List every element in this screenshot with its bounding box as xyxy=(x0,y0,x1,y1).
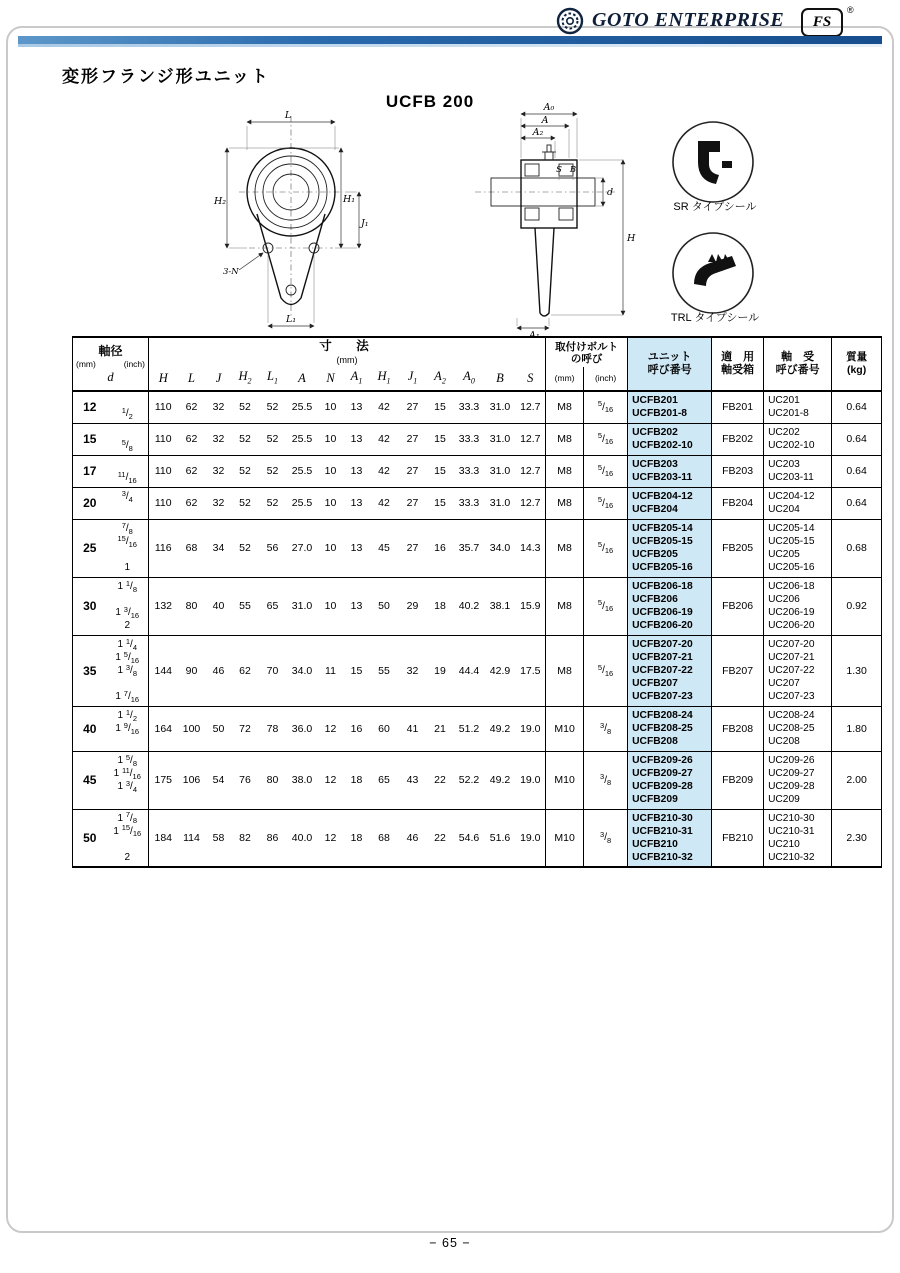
cell-housing-number: FB205 xyxy=(712,519,764,577)
dim-label-H: H xyxy=(627,233,636,244)
cell-dim-N: 10 xyxy=(324,433,337,445)
cell-dim-A1: 13 xyxy=(350,600,363,612)
cell-dim-H: 110 xyxy=(149,487,178,519)
cell-dim-A0: 52.2 xyxy=(458,774,480,786)
cell-shaft-mm: 15 xyxy=(83,432,97,446)
cell-dim-H1: 55 xyxy=(378,664,390,677)
cell-dim-H2: 55 xyxy=(239,600,251,612)
cell-dim-A2: 21 xyxy=(434,722,446,735)
cell-mass: 0.68 xyxy=(832,519,882,577)
cell-dim-B: 42.9 xyxy=(489,664,511,677)
cell-shaft-mm: 12 xyxy=(83,400,97,415)
cell-bolt-inch: $^3/_8$ xyxy=(584,751,628,809)
cell-bolt-mm: M8 xyxy=(546,635,584,706)
cell-dim-A: 34.0 xyxy=(291,664,313,677)
cell-dim-A2: 22 xyxy=(434,774,446,786)
registered-mark: ® xyxy=(847,5,854,15)
dim-col-header-A0: $A_0$ xyxy=(463,368,475,386)
cell-shaft-inch: $^1/_2$ xyxy=(121,405,133,421)
cell-dim-L: 80 xyxy=(185,600,198,612)
cell-dim-H2: 52 xyxy=(239,497,251,509)
cell-mass: 1.80 xyxy=(832,706,882,751)
cell-dim-A0: 51.2 xyxy=(458,722,480,735)
cell-housing-number: FB209 xyxy=(712,751,764,809)
cell-dim-A: 27.0 xyxy=(291,542,313,554)
cell-dim-N: 10 xyxy=(324,542,337,554)
cell-mass: 0.64 xyxy=(832,391,882,423)
cell-bearing-numbers: UC210-30 UC210-31 UC210 UC210-32 xyxy=(764,809,832,867)
cell-dim-S: 12.7 xyxy=(520,497,541,509)
cell-bearing-numbers: UC209-26 UC209-27 UC209-28 UC209 xyxy=(764,751,832,809)
cell-dim-A2: 15 xyxy=(434,497,446,509)
cell-dim-A2: 15 xyxy=(434,465,446,477)
table-row-d50 xyxy=(73,809,882,867)
cell-mass: 2.30 xyxy=(832,809,882,867)
col-header-dimensions: 寸 法 xyxy=(149,337,546,354)
cell-dim-L1: 56 xyxy=(266,542,279,554)
dim-label-d: d xyxy=(607,187,614,198)
cell-dim-B: 38.1 xyxy=(489,600,511,612)
cell-dim-J1: 41 xyxy=(406,722,419,735)
header-rule xyxy=(18,36,882,44)
cell-unit-numbers: UCFB206-18 UCFB206 UCFB206-19 UCFB206-20 xyxy=(628,577,712,635)
cell-dim-L: 62 xyxy=(185,401,198,414)
cell-dim-A: 25.5 xyxy=(291,433,313,445)
table-row-d35 xyxy=(73,635,882,706)
spec-table xyxy=(72,336,882,868)
bolt-inch-label: (inch) xyxy=(584,367,628,391)
cell-dim-H1: 68 xyxy=(378,831,390,844)
cell-shaft-inch: 1 $^1/_2$ 1 $^9/_{16}$ xyxy=(115,707,140,736)
cell-dim-H2: 62 xyxy=(239,664,251,677)
dim-col-header-H1: $H_1$ xyxy=(377,368,391,386)
dim-col-header-A1: $A_1$ xyxy=(350,368,363,386)
page-title: 変形フランジ形ユニット xyxy=(62,67,270,86)
cell-dim-A1: 13 xyxy=(350,401,363,414)
cell-mass: 0.64 xyxy=(832,423,882,455)
cell-dim-J: 32 xyxy=(212,497,225,509)
trl-seal-label: TRL タイプシール xyxy=(670,312,760,324)
cell-dim-J1: 27 xyxy=(406,542,419,554)
cell-dim-A2: 18 xyxy=(434,600,446,612)
dim-label-L1: L₁ xyxy=(285,314,297,325)
table-body xyxy=(73,391,882,867)
cell-bolt-inch: $^5/_{16}$ xyxy=(584,487,628,519)
cell-unit-numbers: UCFB209-26 UCFB209-27 UCFB209-28 UCFB209 xyxy=(628,751,712,809)
brand-name: GOTO ENTERPRISE xyxy=(592,9,785,31)
dim-label-J1: J₁ xyxy=(361,218,369,229)
cell-dim-H2: 52 xyxy=(239,433,251,445)
cell-dim-N: 10 xyxy=(324,497,337,509)
cell-shaft-mm: 50 xyxy=(83,830,97,845)
cell-bolt-inch: $^5/_{16}$ xyxy=(584,391,628,423)
dim-label-B: B xyxy=(569,165,577,175)
dim-col-header-A: A xyxy=(298,371,306,385)
cell-dim-A: 40.0 xyxy=(291,831,313,844)
cell-dim-J1: 27 xyxy=(406,497,419,509)
col-header-bolt: 取付けボルト の呼び xyxy=(546,337,628,367)
cell-mass: 0.64 xyxy=(832,487,882,519)
cell-housing-number: FB206 xyxy=(712,577,764,635)
cell-dim-A: 25.5 xyxy=(291,497,313,509)
cell-dim-L1: 70 xyxy=(266,664,279,677)
cell-dim-S: 19.0 xyxy=(520,831,541,844)
cell-dim-J: 40 xyxy=(212,600,225,612)
dim-col-header-L: L xyxy=(188,371,195,385)
cell-dim-H: 164 xyxy=(149,706,178,751)
cell-dim-A1: 13 xyxy=(350,433,363,445)
cell-shaft-mm: 35 xyxy=(83,663,97,678)
cell-dim-H1: 42 xyxy=(378,401,390,414)
cell-housing-number: FB201 xyxy=(712,391,764,423)
cell-dim-S: 12.7 xyxy=(520,401,541,414)
cell-shaft-inch: $^3/_4$ xyxy=(121,488,133,504)
cell-dim-S: 19.0 xyxy=(520,722,541,735)
cell-bolt-mm: M10 xyxy=(546,706,584,751)
cell-dim-B: 31.0 xyxy=(489,433,511,445)
cell-shaft-inch: 1 $^1/_8$ 1 $^3/_{16}$ 2 xyxy=(115,578,140,631)
cell-dim-J: 46 xyxy=(212,664,225,677)
cell-housing-number: FB207 xyxy=(712,635,764,706)
cell-dim-A2: 15 xyxy=(434,401,446,414)
table-row-d15 xyxy=(73,423,882,455)
cell-dim-L1: 52 xyxy=(266,433,279,445)
dim-unit-label: (mm) xyxy=(149,354,546,367)
cell-dim-H: 116 xyxy=(149,519,178,577)
cell-dim-H1: 45 xyxy=(378,542,390,554)
dim-col-header-N: N xyxy=(326,371,335,385)
cell-shaft-inch: $^7/_8$ $^{15}/_{16}$ 1 xyxy=(117,520,137,573)
cell-dim-L: 62 xyxy=(185,465,198,477)
cell-dim-A0: 33.3 xyxy=(458,433,480,445)
cell-bolt-inch: $^5/_{16}$ xyxy=(584,455,628,487)
cell-unit-numbers: UCFB207-20 UCFB207-21 UCFB207-22 UCFB207 UCFB207-23 xyxy=(628,635,712,706)
cell-dim-A0: 35.7 xyxy=(458,542,480,554)
cell-dim-A1: 13 xyxy=(350,497,363,509)
cell-bearing-numbers: UC206-18 UC206 UC206-19 UC206-20 xyxy=(764,577,832,635)
cell-dim-A1: 15 xyxy=(350,664,363,677)
cell-dim-J1: 46 xyxy=(406,831,419,844)
cell-dim-A: 25.5 xyxy=(291,465,313,477)
cell-dim-L1: 52 xyxy=(266,497,279,509)
cell-dim-A2: 22 xyxy=(434,831,446,844)
cell-mass: 0.64 xyxy=(832,455,882,487)
cell-shaft-inch: 1 $^1/_4$ 1 $^5/_{16}$ 1 $^3/_8$ 1 $^7/_{16}$ xyxy=(115,636,140,704)
cell-housing-number: FB208 xyxy=(712,706,764,751)
cell-dim-H: 110 xyxy=(149,391,178,423)
cell-bolt-inch: $^5/_{16}$ xyxy=(584,423,628,455)
cell-housing-number: FB204 xyxy=(712,487,764,519)
cell-dim-J1: 27 xyxy=(406,465,419,477)
cell-dim-A: 25.5 xyxy=(291,401,313,414)
cell-mass: 0.92 xyxy=(832,577,882,635)
cell-dim-B: 31.0 xyxy=(489,497,511,509)
cell-dim-A: 36.0 xyxy=(291,722,313,735)
cell-bolt-mm: M8 xyxy=(546,487,584,519)
table-row-d25 xyxy=(73,519,882,577)
cell-dim-A1: 16 xyxy=(350,722,363,735)
cell-dim-N: 10 xyxy=(324,465,337,477)
cell-dim-L1: 52 xyxy=(266,465,279,477)
cell-dim-L: 114 xyxy=(183,831,200,844)
fs-logo-text: FS xyxy=(812,14,832,30)
dim-col-header-B: B xyxy=(496,371,504,385)
sr-seal-label: SR タイプシール xyxy=(673,201,757,213)
cell-dim-L: 90 xyxy=(185,664,198,677)
cell-dim-A2: 19 xyxy=(434,664,446,677)
cell-dim-H2: 72 xyxy=(239,722,251,735)
cell-dim-L: 62 xyxy=(185,433,198,445)
cell-dim-L1: 80 xyxy=(266,774,279,786)
cell-dim-J1: 29 xyxy=(406,600,419,612)
cell-dim-L: 62 xyxy=(185,497,198,509)
sr-seal-icon xyxy=(668,117,758,207)
cell-dim-S: 14.3 xyxy=(520,542,541,554)
table-row-d17 xyxy=(73,455,882,487)
cell-bolt-mm: M8 xyxy=(546,391,584,423)
cell-dim-N: 12 xyxy=(324,722,337,735)
cell-shaft-mm: 17 xyxy=(83,464,97,478)
col-header-mass: 質量 (kg) xyxy=(832,337,882,391)
cell-dim-B: 31.0 xyxy=(489,465,511,477)
col-header-unit-number: ユニット 呼び番号 xyxy=(628,337,712,391)
cell-dim-A0: 33.3 xyxy=(458,401,480,414)
cell-dim-A1: 13 xyxy=(350,542,363,554)
cell-dim-A2: 15 xyxy=(434,433,446,445)
dim-col-header-S: S xyxy=(527,371,534,385)
cell-dim-H1: 65 xyxy=(378,774,390,786)
cell-bolt-mm: M8 xyxy=(546,423,584,455)
cell-bearing-numbers: UC208-24 UC208-25 UC208 xyxy=(764,706,832,751)
dim-col-header-L1: $L_1$ xyxy=(267,368,278,386)
table-row-d12 xyxy=(73,391,882,423)
cell-dim-H: 132 xyxy=(149,577,178,635)
dim-label-H1: H₁ xyxy=(343,194,356,205)
dim-col-header-J: J xyxy=(215,371,222,385)
cell-unit-numbers: UCFB204-12 UCFB204 xyxy=(628,487,712,519)
cell-bolt-inch: $^5/_{16}$ xyxy=(584,519,628,577)
cell-dim-L1: 52 xyxy=(266,401,279,414)
cell-bearing-numbers: UC205-14 UC205-15 UC205 UC205-16 xyxy=(764,519,832,577)
cell-dim-A0: 33.3 xyxy=(458,465,480,477)
cell-dim-N: 10 xyxy=(324,600,337,612)
cell-bearing-numbers: UC201 UC201-8 xyxy=(764,391,832,423)
cell-dim-J: 32 xyxy=(212,465,225,477)
cell-unit-numbers: UCFB210-30 UCFB210-31 UCFB210 UCFB210-32 xyxy=(628,809,712,867)
cell-shaft-inch: $^{11}/_{16}$ xyxy=(117,469,137,485)
cell-dim-J1: 43 xyxy=(406,774,419,786)
cell-dim-A1: 13 xyxy=(350,465,363,477)
cell-bolt-mm: M10 xyxy=(546,751,584,809)
cell-dim-H: 175 xyxy=(149,751,178,809)
cell-dim-S: 12.7 xyxy=(520,433,541,445)
cell-dim-H2: 52 xyxy=(239,401,251,414)
cell-shaft-mm: 20 xyxy=(83,496,97,510)
cell-unit-numbers: UCFB203 UCFB203-11 xyxy=(628,455,712,487)
cell-bolt-mm: M8 xyxy=(546,455,584,487)
cell-shaft-mm: 45 xyxy=(83,773,97,787)
cell-dim-S: 19.0 xyxy=(520,774,541,786)
dim-label-A0: A₀ xyxy=(543,102,555,113)
cell-dim-S: 17.5 xyxy=(520,664,541,677)
cell-dim-H1: 50 xyxy=(378,600,390,612)
cell-dim-J: 58 xyxy=(212,831,225,844)
cell-dim-L: 68 xyxy=(185,542,198,554)
cell-dim-L: 106 xyxy=(182,774,201,786)
cell-bearing-numbers: UC202 UC202-10 xyxy=(764,423,832,455)
cell-bolt-inch: $^5/_{16}$ xyxy=(584,635,628,706)
cell-dim-J1: 32 xyxy=(406,664,419,677)
dim-label-A: A xyxy=(541,115,549,126)
cell-shaft-mm: 25 xyxy=(83,541,97,555)
cell-dim-J: 54 xyxy=(212,774,225,786)
cell-bolt-mm: M10 xyxy=(546,809,584,867)
fs-logo xyxy=(801,8,843,37)
cell-bolt-mm: M8 xyxy=(546,577,584,635)
cell-dim-H2: 82 xyxy=(239,831,251,844)
bolt-count-note: 3-N xyxy=(223,267,239,277)
cell-shaft-mm: 30 xyxy=(83,599,97,613)
cell-unit-numbers: UCFB201 UCFB201-8 xyxy=(628,391,712,423)
cell-dim-A2: 16 xyxy=(434,542,446,554)
cell-dim-B: 49.2 xyxy=(489,774,511,786)
cell-dim-A: 38.0 xyxy=(291,774,313,786)
cell-bearing-numbers: UC207-20 UC207-21 UC207-22 UC207 UC207-23 xyxy=(764,635,832,706)
cell-dim-A0: 33.3 xyxy=(458,497,480,509)
cell-dim-H2: 76 xyxy=(239,774,251,786)
cell-bearing-numbers: UC203 UC203-11 xyxy=(764,455,832,487)
cell-unit-numbers: UCFB202 UCFB202-10 xyxy=(628,423,712,455)
table-row-d30 xyxy=(73,577,882,635)
cell-dim-H1: 42 xyxy=(378,497,390,509)
cell-bolt-inch: $^3/_8$ xyxy=(584,706,628,751)
cell-dim-J: 32 xyxy=(212,433,225,445)
bolt-mm-label: (mm) xyxy=(546,367,584,391)
cell-shaft-mm: 40 xyxy=(83,721,97,736)
bearing-logo-icon xyxy=(556,7,584,35)
col-header-shaft: 軸径 (mm) (inch) d xyxy=(76,343,145,384)
front-view-drawing xyxy=(213,104,383,336)
dim-col-header-H: H xyxy=(149,367,178,391)
cell-dim-H1: 60 xyxy=(378,722,390,735)
cell-dim-H: 110 xyxy=(149,455,178,487)
cell-housing-number: FB202 xyxy=(712,423,764,455)
cell-dim-H: 144 xyxy=(149,635,178,706)
cell-housing-number: FB203 xyxy=(712,455,764,487)
cell-shaft-inch: $^5/_8$ xyxy=(121,437,133,453)
cell-dim-J: 34 xyxy=(212,542,225,554)
cell-dim-H2: 52 xyxy=(239,465,251,477)
cell-dim-A: 31.0 xyxy=(291,600,313,612)
cell-dim-N: 12 xyxy=(324,831,337,844)
trl-seal-icon xyxy=(668,228,758,318)
cell-dim-L: 100 xyxy=(182,722,201,735)
dim-label-A1: A₁ xyxy=(529,330,540,340)
cell-dim-N: 11 xyxy=(325,664,336,677)
cell-bolt-inch: $^3/_8$ xyxy=(584,809,628,867)
cell-dim-A0: 44.4 xyxy=(458,664,480,677)
page-number: − 65 − xyxy=(429,1236,471,1250)
cell-dim-B: 31.0 xyxy=(489,401,511,414)
product-code: UCFB 200 xyxy=(385,92,475,111)
cell-dim-A0: 54.6 xyxy=(458,831,480,844)
cell-unit-numbers: UCFB208-24 UCFB208-25 UCFB208 xyxy=(628,706,712,751)
dim-col-header-H2: $H_2$ xyxy=(238,368,252,386)
cell-dim-B: 51.6 xyxy=(489,831,511,844)
dim-col-header-J1: $J_1$ xyxy=(407,368,418,386)
cell-dim-H: 184 xyxy=(149,809,178,867)
table-row-d20 xyxy=(73,487,882,519)
table-row-d45 xyxy=(73,751,882,809)
cell-dim-J1: 27 xyxy=(406,433,419,445)
cell-dim-N: 10 xyxy=(324,401,337,414)
cell-dim-L1: 78 xyxy=(266,722,279,735)
cell-dim-N: 12 xyxy=(324,774,337,786)
cell-bolt-mm: M8 xyxy=(546,519,584,577)
cell-dim-J1: 27 xyxy=(406,401,419,414)
cell-dim-S: 12.7 xyxy=(520,465,541,477)
cell-shaft-inch: 1 $^7/_8$ 1 $^{15}/_{16}$ 2 xyxy=(113,810,142,863)
cell-dim-A1: 18 xyxy=(350,831,363,844)
cell-dim-H1: 42 xyxy=(378,433,390,445)
cell-dim-L1: 86 xyxy=(266,831,279,844)
cell-housing-number: FB210 xyxy=(712,809,764,867)
cell-dim-H1: 42 xyxy=(378,465,390,477)
cell-bolt-inch: $^5/_{16}$ xyxy=(584,577,628,635)
cell-shaft-inch: 1 $^5/_8$ 1 $^{11}/_{16}$ 1 $^3/_4$ xyxy=(113,752,141,794)
cell-dim-A0: 40.2 xyxy=(458,600,480,612)
cell-dim-J: 50 xyxy=(212,722,225,735)
dim-label-A2: A₂ xyxy=(532,127,544,138)
cell-dim-A1: 18 xyxy=(350,774,363,786)
cell-dim-H: 110 xyxy=(149,423,178,455)
table-header xyxy=(73,337,882,391)
col-header-housing: 適 用 軸受箱 xyxy=(712,337,764,391)
col-header-bearing-number: 軸 受 呼び番号 xyxy=(764,337,832,391)
dim-label-S: S xyxy=(556,165,562,175)
cell-unit-numbers: UCFB205-14 UCFB205-15 UCFB205 UCFB205-16 xyxy=(628,519,712,577)
cell-dim-S: 15.9 xyxy=(520,600,541,612)
cell-dim-L1: 65 xyxy=(266,600,279,612)
dim-label-H2: H₂ xyxy=(214,196,227,207)
cell-dim-B: 34.0 xyxy=(489,542,511,554)
cell-dim-H2: 52 xyxy=(239,542,251,554)
cell-dim-B: 49.2 xyxy=(489,722,511,735)
cell-mass: 2.00 xyxy=(832,751,882,809)
dim-col-header-A2: $A_2$ xyxy=(434,368,446,386)
cell-bearing-numbers: UC204-12 UC204 xyxy=(764,487,832,519)
cell-mass: 1.30 xyxy=(832,635,882,706)
dim-label-L: L xyxy=(284,110,292,121)
cell-dim-J: 32 xyxy=(212,401,225,414)
table-row-d40 xyxy=(73,706,882,751)
side-view-drawing xyxy=(455,100,640,340)
